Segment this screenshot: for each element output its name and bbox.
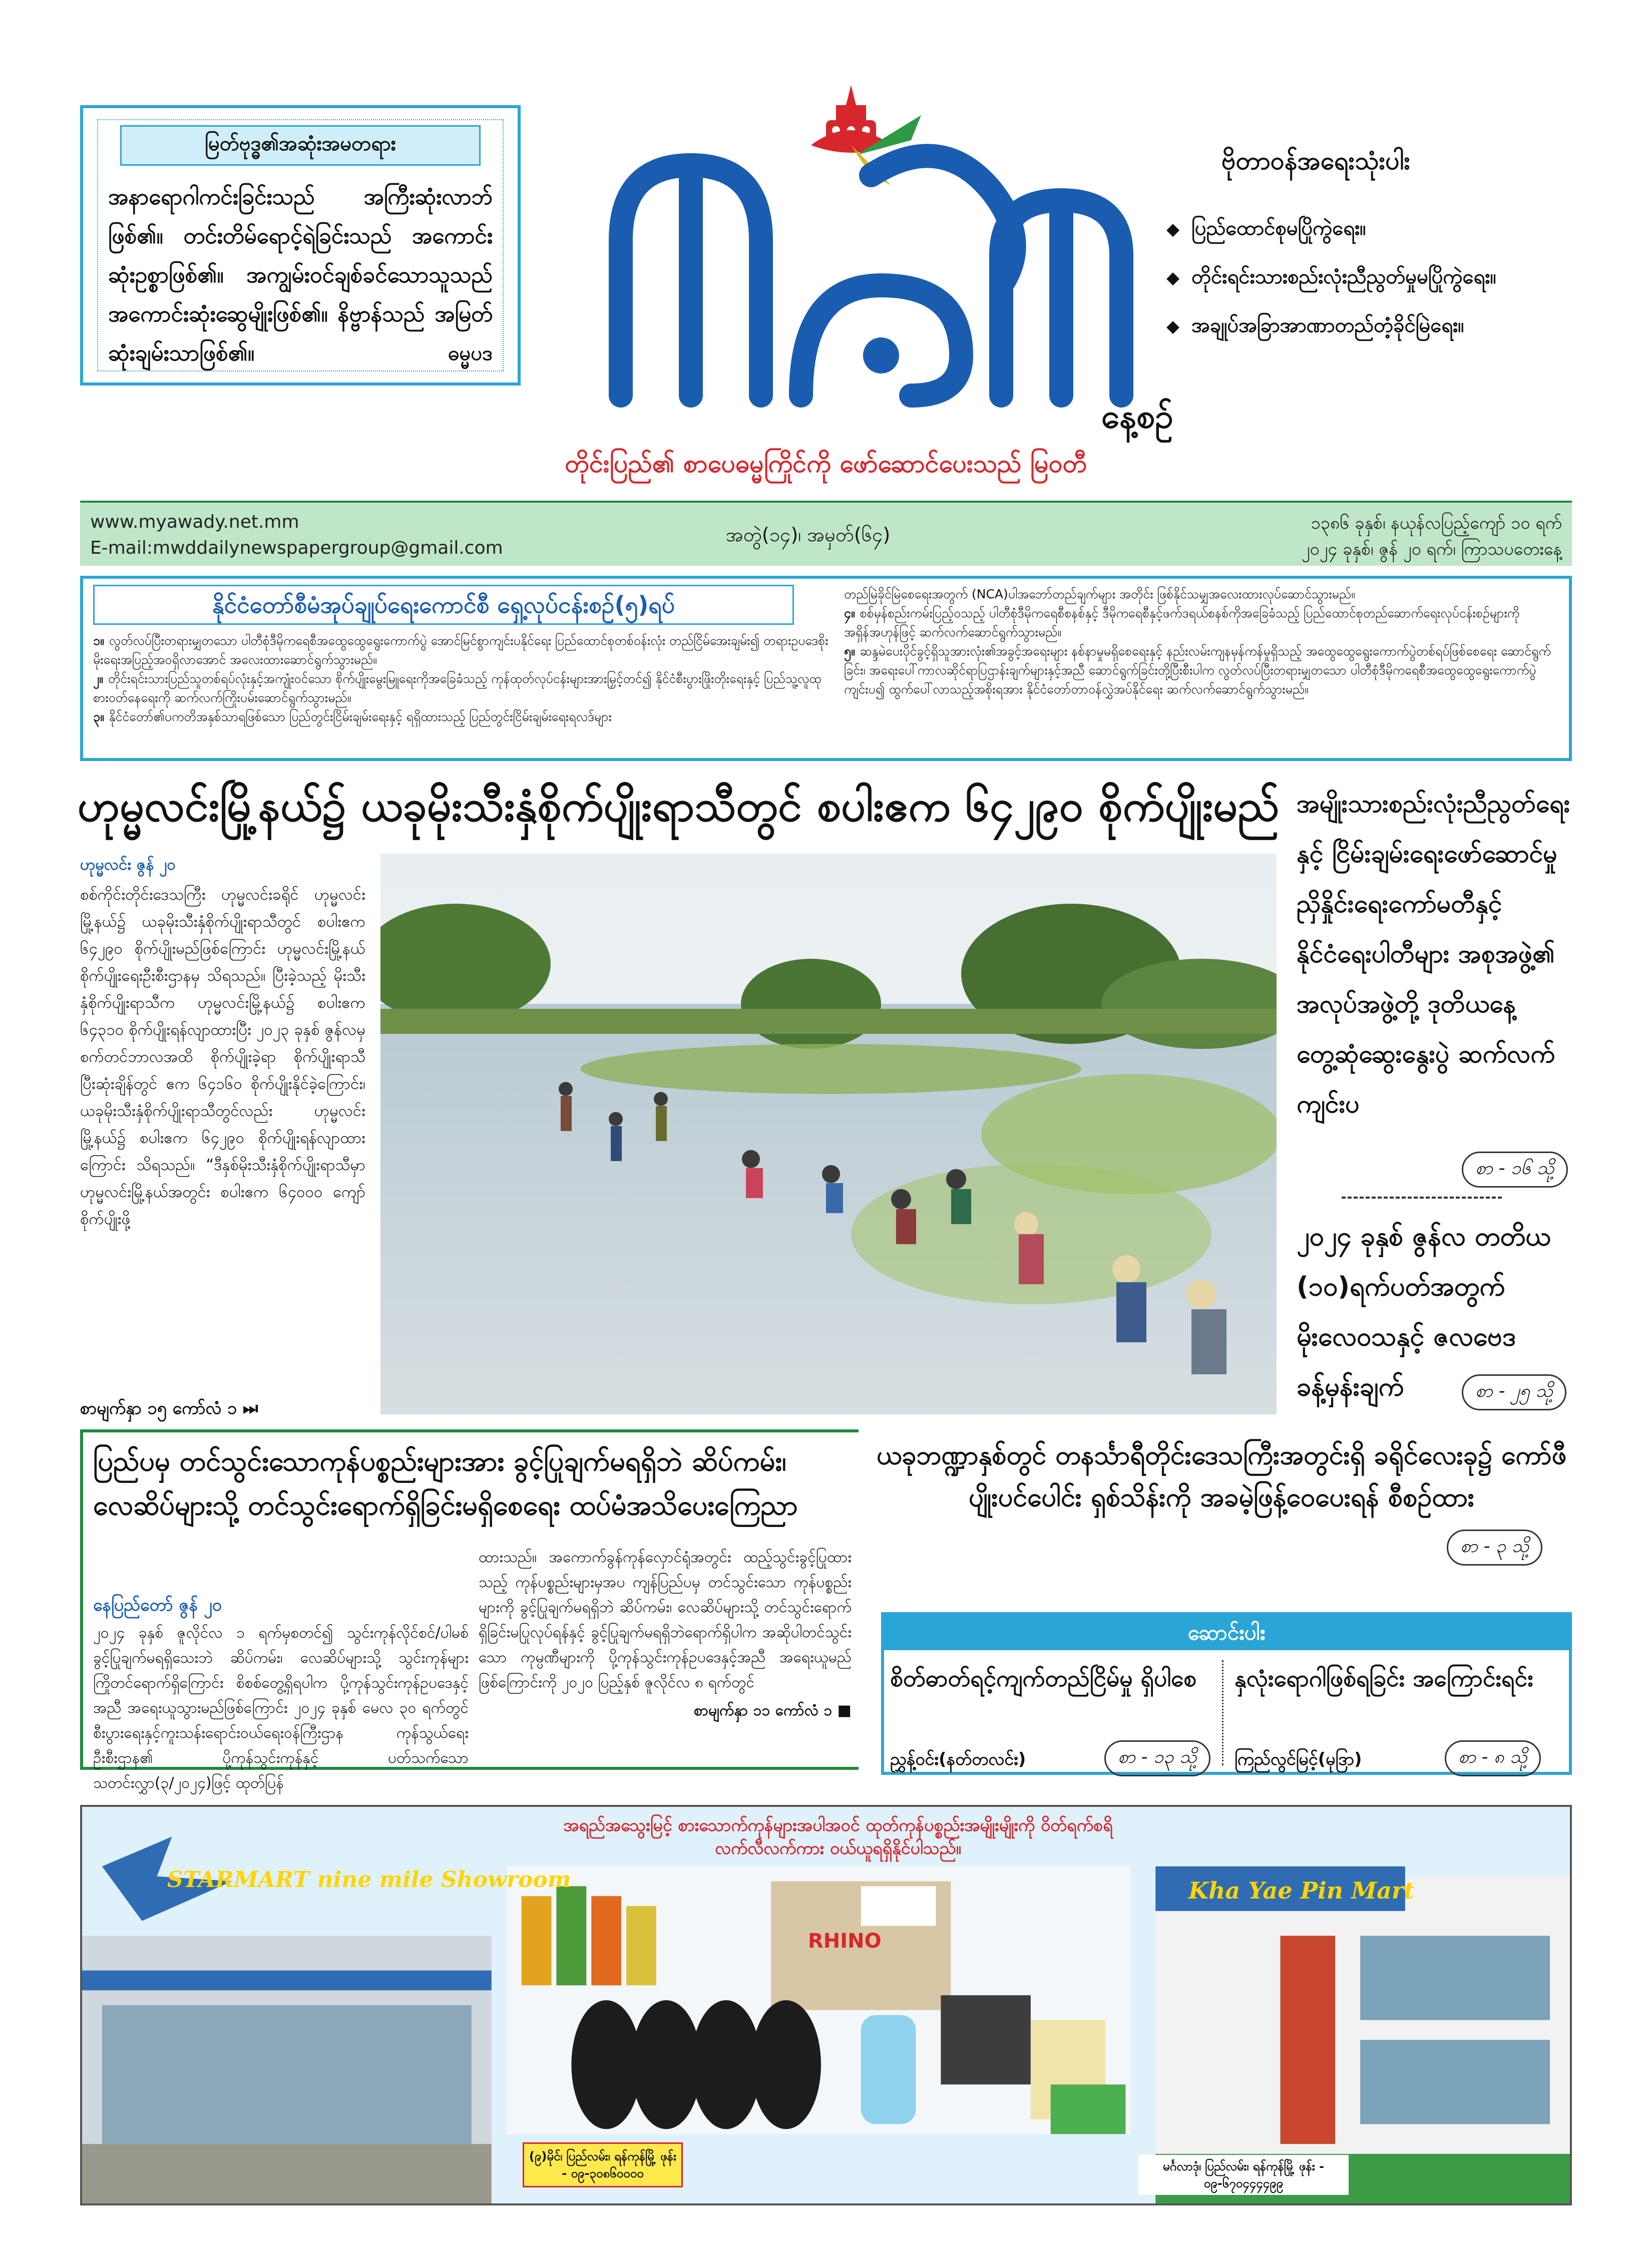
motto-title: ဗိုတာဝန်အရေးသုံးပါး [1221, 146, 1411, 175]
import-notice-column-2 [479, 1545, 852, 1723]
programme-item [93, 631, 834, 669]
item-text: ဆန္ဒမဲပေးပိုင်ခွင့်ရှိသူအားလုံး၏အခွင့်အရေးများ နစ်နာမှုမရှိစေရေးနှင့် နည်းလမ်းကျနမှန်ကန်မှုရှိသည့် အထွေထွေရွေးကောက်ပွဲတစ်ရပ်ဖြစ်စေရေး ဆောင်ရွက်ခြင်း၊ အရေးပေါ်ကာလဆိုင်ရာပြဌာန်းချက်များနှင့်အညီ ဆောင်ရွက်ခြင်းတို့ပြီးစီးပါက လွတ်လပ်ပြီးတရားမျှတသော ပါတီစုံဒီမိုကရေစီအထွေထွေရွေးကောက်ပွဲကျင်းပ၍ ထွက်ပေါ်လာသည့်အစိုးရအား နိုင်ငံတော်တာဝန်လွှဲအပ်နိုင်ရေး ဆက်လက်ဆောင်ရွက်သွားမည်။ [844, 644, 1551, 696]
article-2-author: ကြည်လွင်မြင့်(မုဒြာ) [1234, 1749, 1362, 1769]
edition-label: နေ့စဉ် [1101, 397, 1173, 436]
import-notice-story [80, 1429, 859, 1792]
quote-source: ဓမ္မပဒ [448, 342, 493, 365]
articles-title: ဆောင်းပါး [884, 1615, 1569, 1650]
item-text: တိုင်းရင်းသားပြည်သူတစ်ရပ်လုံးနှင့်အကျုံးဝင်သော စိုက်ပျိုးမွေးမြူရေးကိုအခြေခံသည့် ကုန်ထုတ်လုပ်ငန်းများအားမြှင့်တင်၍ နိုင်ငံစီးပွားဖြိုးတိုးရေးနှင့် ပြည်သူ့လူထုစားဝတ်နေရေးကို ဆက်လက်ကြိုးပမ်းဆောင်ရွက်သွားမည်။ [93, 671, 821, 705]
quote-box-title: မြတ်ဗုဒ္ဓ၏အဆုံးအမတရား [120, 125, 481, 166]
motto-item: ◆ တိုင်းရင်းသားစည်းလုံးညီညွတ်မှုမပြိုကွဲရေး။ [1166, 264, 1617, 293]
item-number: ၅။ [844, 644, 855, 658]
website-link[interactable]: www.myawady.net.mm [90, 512, 299, 532]
item-text: စစ်မှန်စည်းကမ်းပြည့်ဝသည့် ပါတီစုံဒီမိုကရေစီစနစ်နှင့် ဒီမိုကရေစီနှင့်ဖက်ဒရယ်စနစ်ကိုအခြေခံသည့် ပြည်ထောင်စုတည်ဆောက်ရေးလုပ်ငန်းစဉ်များကို အရှိန်အဟုန်ဖြင့် ဆက်လက်ဆောင်ရွက်သွားမည်။ [844, 606, 1520, 639]
item-number: ၃။ [93, 709, 104, 724]
programme-item [93, 669, 834, 707]
rice-field-photo [380, 854, 1277, 1414]
lead-dateline: ဟုမ္မလင်း ဇွန် ၂၀ [80, 856, 176, 874]
lead-text: စစ်ကိုင်းတိုင်းဒေသကြီး ဟုမ္မလင်းခရိုင် ဟုမ္မလင်းမြို့နယ်၌ ယခုမိုးသီးနှံစိုက်ပျိုးရာသီတွင် စပါးဧက ၆၄၂၉၀ စိုက်ပျိုးမည်ဖြစ်ကြောင်း ဟုမ္မလင်းမြို့နယ် စိုက်ပျိုးရေးဦးစီးဌာနမှ သိရသည်။ ပြီးခဲ့သည့် မိုးသီးနှံစိုက်ပျိုးရာသီက ဟုမ္မလင်းမြို့နယ်၌ စပါးဧက ၆၄၃၁၀ စိုက်ပျိုးရန်လျာထားပြီး ၂၀၂၃ ခုနှစ် ဇွန်လမှ စက်တင်ဘာလအထိ စိုက်ပျိုးခဲ့ရာ စိုက်ပျိုးရာသီပြီးဆုံးချိန်တွင် ဧက ၆၄၁၆၀ စိုက်ပျိုးနိုင်ခဲ့ကြောင်း၊ ယခုမိုးသီးနှံစိုက်ပျိုးရာသီတွင်လည်း ဟုမ္မလင်းမြို့နယ်၌ စပါးဧက ၆၄၂၉၀ စိုက်ပျိုးရန်လျာထားကြောင်း သိရသည်။ “ဒီနှစ်မိုးသီးနှံစိုက်ပျိုးရာသီမှာ ဟုမ္မလင်းမြို့နယ်အတွင်း စပါးဧက ၆၄၀၀၀ ကျော်စိုက်ပျိုးဖို့ [80, 886, 365, 1228]
advertisement[interactable] [80, 1805, 1572, 2205]
programme-item [844, 604, 1560, 642]
rice-planting-photo-icon [380, 854, 1277, 1414]
government-programme-title: နိုင်ငံတော်စီမံအုပ်ချုပ်ရေးကောင်စီ ရှေ့လုပ်ငန်းစဉ်(၅)ရပ် [93, 585, 794, 625]
store-ad-artwork-icon [82, 1807, 1570, 2203]
motto-item: ◆ အချုပ်အခြာအာဏာတည်တံ့ခိုင်မြဲရေး။ [1166, 312, 1617, 342]
masthead-logo [561, 75, 1181, 456]
info-bar [80, 501, 1572, 566]
ad-tagline: အရည်အသွေးမြင့် စားသောက်ကုန်များအပါအဝင် ထုတ်ကုန်ပစ္စည်းအမျိုးမျိုးကို ဝိတ်ရက်စရိ လက်လီလက်ကား ဝယ်ယူရရှိနိုင်ပါသည်။ [563, 1815, 1113, 1858]
divider [1222, 1660, 1223, 1765]
article-1-author: ညွှန့်ဝင်း(နတ်တလင်း) [890, 1749, 1026, 1769]
import-notice-text: ၂၀၂၄ ခုနှစ် ဇူလိုင်လ ၁ ရက်မှစတင်၍ သွင်းကုန်လိုင်စင်/ပါမစ် ခွင့်ပြုချက်မရရှိသေးဘဲ ဆိပ်ကမ်း၊ လေဆိပ်များသို့ သွင်းကုန်များ ကြိုတင်ရောက်ရှိကြောင်း စိစစ်တွေ့ရှိရပါက ပို့ကုန်သွင်းကုန်ဥပဒေနှင့်အညီ အရေးယူသွားမည်ဖြစ်ကြောင်း ၂၀၂၄ ခုနှစ် မေလ ၃၀ ရက်တွင် စီးပွားရေးနှင့်ကူးသန်းရောင်းဝယ်ရေးဝန်ကြီးဌာန ကုန်သွယ်ရေးဦးစီးဌာန၏ ပို့ကုန်သွင်းကုန်နှင့် ပတ်သက်သောသတင်းလွှာ(၃/၂၀၂၄)ဖြင့် ထုတ်ပြန် [93, 1624, 469, 1792]
lead-body [80, 851, 365, 1233]
gregorian-date: ၂၀၂၄ ခုနှစ်၊ ဇွန် ၂၀ ရက်၊ ကြာသပတေးနေ့ [1301, 539, 1562, 559]
kha-yae-pin-brand: Kha Yae Pin Mart [1188, 1877, 1415, 1904]
quote-box [80, 105, 521, 386]
weather-page-ref[interactable]: စာ - ၂၅ သို့ [1462, 1374, 1566, 1410]
import-notice-column-1 [93, 1593, 469, 1796]
slogan: တိုင်းပြည်၏ စာပေဓမ္မကြိုင်ကို ဖော်ဆောင်ပေးသည် မြဝတီ [565, 449, 1087, 478]
coffee-page-ref[interactable]: စာ - ၃ သို့ [1447, 1530, 1542, 1566]
email-link[interactable]: E-mail:mwddailynewspapergroup@gmail.com [90, 538, 503, 558]
lead-continuation[interactable]: စာမျက်နှာ ၁၅ ကော်လံ ၁ ⏭ [80, 1398, 258, 1418]
kha-yae-pin-address: မင်္ဂလာဒုံ၊ ပြည်လမ်း၊ ရန်ကုန်မြို့ ဖုန်း - ၀၉-၆၇၀၄၄၄၄၉၉ [1138, 2155, 1349, 2195]
article-1-title[interactable]: စိတ်ဓာတ်ရင့်ကျက်တည်ငြိမ်မှု ရှိပါစေ [890, 1665, 1196, 1692]
myanmar-date: ၁၃၈၆ ခုနှစ်၊ နယုန်လပြည့်ကျော် ၁၀ ရက် [1311, 513, 1562, 533]
motto-item: ◆ ပြည်ထောင်စုမပြိုကွဲရေး။ [1166, 215, 1617, 245]
import-notice-continuation[interactable]: စာမျက်နှာ ၁၁ ကော်လံ ၁ ■ [693, 1702, 852, 1719]
government-programme-box [80, 576, 1572, 761]
import-notice-headline[interactable]: ပြည်ပမှ တင်သွင်းသောကုန်ပစ္စည်းများအား ခွင့်ပြုချက်မရရှိဘဲ ဆိပ်ကမ်း၊ လေဆိပ်များသို့ တင်သွင်းရောက်ရှိခြင်းမရှိစေရေး ထပ်မံအသိပေးကြေညာ [93, 1445, 798, 1521]
item-number: ၁။ [93, 633, 104, 648]
import-notice-text: ထားသည်။ အကောက်ခွန်ကုန်လှောင်ရုံအတွင်း ထည့်သွင်းခွင့်ပြုထားသည့် ကုန်ပစ္စည်းများမှအပ ကျန်ပြည်ပမှ တင်သွင်းသော ကုန်ပစ္စည်းများကို ခွင့်ပြုချက်မရရှိဘဲ ဆိပ်ကမ်း၊ လေဆိပ်များသို့ တင်သွင်းရောက်ရှိခြင်းမပြုလုပ်ရန်နှင့် ခွင့်ပြုချက်မရရှိဘဲရောက်ရှိပါက အဆိုပါတင်သွင်းသော ကုမ္ပဏီများကို ပို့ကုန်သွင်းကုန်ဥပဒေနှင့်အညီ အရေးယူမည်ဖြစ်ကြောင်းကို ၂၀၂၀ ပြည့်နှစ် ဇူလိုင်လ ၈ ရက်တွင် [479, 1549, 852, 1691]
item-number: ၂။ [93, 671, 103, 686]
weather-headline[interactable]: ၂၀၂၄ ခုနှစ် ဇွန်လ တတိယ (၁၀)ရက်ပတ်အတွက် မိုးလေဝသနှင့် ဇလဗေဒ ခန့်မှန်းချက် [1297, 1222, 1551, 1402]
rhino-brand: RHINO [808, 1930, 882, 1953]
article-2-page-ref[interactable]: စာ - ၈ သို့ [1445, 1740, 1541, 1776]
programme-left-column [93, 631, 834, 726]
item-text: နိုင်ငံတော်၏ပကတိအနှစ်သာရဖြစ်သော ပြည်တွင်းငြိမ်းချမ်းရေးနှင့် ရရှိထားသည့် ပြည်တွင်းငြိမ်းချမ်းရေးရလဒ်များ [109, 709, 612, 724]
programme-item [93, 707, 834, 726]
programme-right-column [844, 585, 1560, 699]
programme-item [844, 585, 1560, 604]
quote-body: အနာရောဂါကင်းခြင်းသည် အကြီးဆုံးလာဘ်ဖြစ်၏။ တင်းတိမ်ရောင့်ရဲခြင်းသည် အကောင်းဆုံးဥစ္စာဖြစ်၏။ အကျွမ်းဝင်ချစ်ခင်သောသူသည် အကောင်းဆုံးဆွေမျိုးဖြစ်၏။ နိဗ္ဗာန်သည် အမြတ်ဆုံးချမ်းသာဖြစ်၏။ [108, 184, 493, 366]
coffee-story [871, 1429, 1572, 1580]
meeting-page-ref[interactable]: စာ - ၁၆ သို့ [1462, 1152, 1568, 1188]
myawady-logo-icon [561, 75, 1181, 456]
meeting-headline[interactable]: အမျိုးသားစည်းလုံးညီညွတ်ရေးနှင့် ငြိမ်းချမ်းရေးဖော်ဆောင်မှုညှိနှိုင်းရေးကော်မတီနှင့် နိုင်ငံရေးပါတီများ အစုအဖွဲ့၏ အလုပ်အဖွဲ့တို့ ဒုတိယနေ့ တွေ့ဆုံဆွေးနွေးပွဲ ဆက်လက်ကျင်းပ [1297, 789, 1570, 1118]
item-number: ၄။ [844, 606, 855, 620]
articles-box [881, 1612, 1572, 1775]
coffee-headline[interactable]: ယခုဘဏ္ဍာနှစ်တွင် တနင်္သာရီတိုင်းဒေသကြီးအတွင်းရှိ ခရိုင်လေးခု၌ ကော်ဖီပျိုးပင်ပေါင်း ရှစ်သိန်းကို အခမဲ့ဖြန့်ဝေပေးရန် စီစဉ်ထား [876, 1440, 1567, 1513]
article-2-title[interactable]: နှလုံးရောဂါဖြစ်ရခြင်း အကြောင်းရင်း [1234, 1665, 1533, 1692]
lead-headline[interactable]: ဟုမ္မလင်းမြို့နယ်၌ ယခုမိုးသီးနှံစိုက်ပျိုးရာသီတွင် စပါးဧက ၆၄၂၉၀ စိုက်ပျိုးမည် [78, 781, 1280, 831]
import-notice-dateline: နေပြည်တော် ဇွန် ၂၀ [93, 1595, 222, 1615]
divider [1342, 1197, 1502, 1199]
starmart-address: (၉)မိုင်၊ ပြည်လမ်း၊ ရန်ကုန်မြို့ ဖုန်း - ၀၉-၃၀၈၆၀၀၀၀ [523, 2142, 683, 2187]
issue-number: အတွဲ(၁၄)၊ အမှတ်(၆၄) [726, 524, 891, 546]
item-text: လွတ်လပ်ပြီးတရားမျှတသော ပါတီစုံဒီမိုကရေစီအထွေထွေရွေးကောက်ပွဲ အောင်မြင်စွာကျင်းပနိုင်ရေး ပြည်ထောင်စုတစ်ဝန်းလုံး တည်ငြိမ်အေးချမ်း၍ တရားဥပဒေစိုးမိုးရေးအပြည့်အဝရှိလာအောင် အလေးထားဆောင်ရွက်သွားမည်။ [93, 633, 829, 667]
article-1-page-ref[interactable]: စာ - ၁၃ သို့ [1104, 1740, 1210, 1776]
starmart-brand: STARMART nine mile Showroom [167, 1867, 571, 1893]
motto-list [1166, 215, 1617, 361]
quote-text [108, 178, 493, 373]
item-text: တည်မြဲခိုင်မြဲစေရေးအတွက် (NCA)ပါအဘော်တည်ချက်များ အတိုင်း ဖြစ်နိုင်သမျှအလေးထားလုပ်ဆောင်သွားမည်။ [844, 587, 1355, 601]
programme-item [844, 642, 1560, 699]
